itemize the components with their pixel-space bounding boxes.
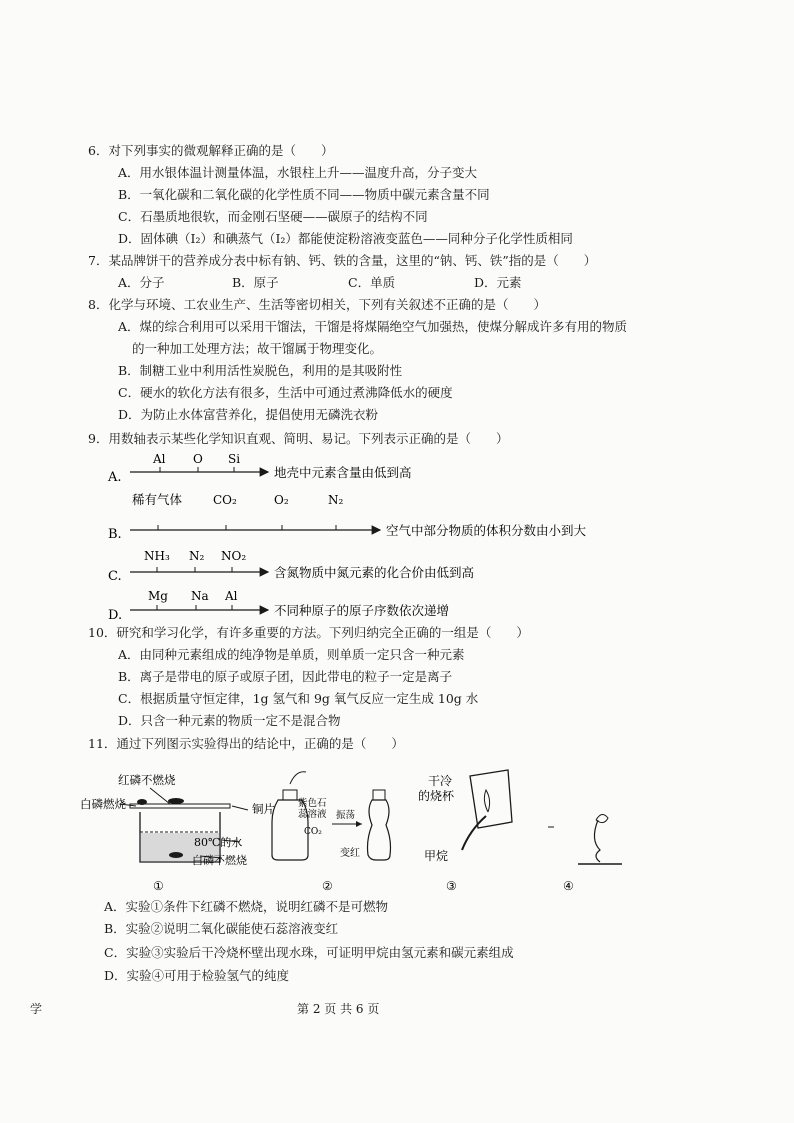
q9-a-tick-label-2: O <box>193 452 203 466</box>
fig2-co2-label: CO₂ <box>304 827 322 837</box>
test-tube <box>594 820 600 862</box>
fig1-left-label: 白磷燃烧 <box>80 797 126 811</box>
q6-stem: 6．对下列事实的微观解释正确的是（ ） <box>88 143 334 158</box>
q11-option-c: C．实验③实验后干冷烧杯壁出现水珠，可证明甲烷由氢元素和碳元素组成 <box>104 945 514 960</box>
q9-c-tick-label-1: NH₃ <box>144 549 170 563</box>
q9-b-tick-label-3: O₂ <box>274 493 289 507</box>
bottle-cap <box>283 790 297 800</box>
q9-d-label: D. <box>108 608 123 623</box>
q6-option-d: D．固体碘（I₂）和碘蒸气（I₂）都能使淀粉溶液变蓝色——同种分子化学性质相同 <box>118 231 573 246</box>
q9-b-tick-label-2: CO₂ <box>213 493 237 507</box>
q11-stem: 11．通过下列图示实验得出的结论中，正确的是（ ） <box>88 736 404 751</box>
footer-left-mark: 学 <box>30 1002 43 1016</box>
inverted-beaker <box>470 770 512 828</box>
q9-number-lines <box>0 440 794 630</box>
q9-c-label: C. <box>108 569 122 584</box>
q8-option-a-line2: 的一种加工处理方法；故干馏属于物理变化。 <box>132 341 383 356</box>
q9-d-tick-label-1: Mg <box>148 589 168 603</box>
copper-plate <box>130 804 230 808</box>
fig1-top-pointer <box>150 788 170 804</box>
q11-figure-2 <box>272 772 391 893</box>
fig3-gas-label: 甲烷 <box>424 849 449 863</box>
q9-a-tick-label-1: Al <box>153 452 166 466</box>
fig1-plate-pointer <box>232 806 248 810</box>
q9-b-tick-label-1: 稀有气体 <box>132 492 183 507</box>
q7-option-a: A．分子 <box>118 275 165 290</box>
q11-figure-4 <box>548 814 622 893</box>
q8-stem: 8．化学与环境、工农业生产、生活等密切相关，下列有关叙述不正确的是（ ） <box>88 297 546 312</box>
gas-tube <box>462 816 486 850</box>
q9-c-tick-label-2: N₂ <box>189 549 205 563</box>
fig2-arrow-label: 振荡 <box>336 810 356 821</box>
q9-d-tick-label-2: Na <box>191 589 209 603</box>
q8-option-d: D．为防止水体富营养化，提倡使用无磷洗衣粉 <box>118 407 379 422</box>
q6-option-b: B．一氧化碳和二氧化碳的化学性质不同——物质中碳元素含量不同 <box>118 187 490 202</box>
red-phosphorus <box>168 798 184 804</box>
q10-option-b: B．离子是带电的原子或原子团，因此带电的粒子一定是离子 <box>118 669 453 684</box>
bottle-after-cap <box>373 790 385 800</box>
fig3-label-1: 干冷 <box>428 774 453 788</box>
bottle-after <box>368 800 391 860</box>
q7-option-c: C．单质 <box>348 275 396 290</box>
q11-option-a: A．实验①条件下红磷不燃烧，说明红磷不是可燃物 <box>104 899 389 914</box>
q11-option-b: B．实验②说明二氧化碳能使石蕊溶液变红 <box>104 921 339 936</box>
white-phosphorus-in-water <box>169 852 183 858</box>
fig1-bottom-label: 白磷不燃烧 <box>192 854 247 867</box>
fig4-flame <box>596 814 608 822</box>
q8-option-b: B．制糖工业中利用活性炭脱色，利用的是其吸附性 <box>118 363 403 378</box>
q9-d-caption: 不同种原子的原子序数依次递增 <box>274 603 450 618</box>
q8-option-c: C．硬水的软化方法有很多，生活中可通过煮沸降低水的硬度 <box>118 385 453 400</box>
q9-b-tick-label-4: N₂ <box>328 493 344 507</box>
q9-c-caption: 含氮物质中氮元素的化合价由低到高 <box>274 565 475 580</box>
q11-figure-3 <box>418 770 512 893</box>
q6-option-c: C．石墨质地很软，而金刚石坚硬——碳原子的结构不同 <box>118 209 428 224</box>
fig4-number: ④ <box>563 879 574 893</box>
fig1-water-label: 80℃的水 <box>194 836 243 849</box>
dropper <box>290 772 306 784</box>
fig1-top-label: 红磷不燃烧 <box>118 773 176 787</box>
fig1-number: ① <box>153 879 164 893</box>
q11-option-d: D．实验④可用于检验氢气的纯度 <box>104 968 290 983</box>
q10-option-a: A．由同种元素组成的纯净物是单质，则单质一定只含一种元素 <box>118 647 465 662</box>
fig2-label-1: 紫色石 <box>298 798 327 809</box>
q9-c-tick-label-3: NO₂ <box>221 549 247 563</box>
q9-a-tick-label-3: Si <box>228 452 241 466</box>
q10-stem: 10．研究和学习化学，有许多重要的方法。下列归纳完全正确的一组是（ ） <box>88 625 529 640</box>
fig2-label-2: 蕊溶液 <box>298 809 327 820</box>
q9-b-caption: 空气中部分物质的体积分数由小到大 <box>386 523 587 538</box>
q10-option-d: D．只含一种元素的物质一定不是混合物 <box>118 713 341 728</box>
q9-a-label: A. <box>108 470 122 485</box>
fig2-arrowhead <box>356 821 362 827</box>
page-number: 第 2 页 共 6 页 <box>297 1002 380 1016</box>
q9-b-label: B. <box>108 527 122 542</box>
q7-option-b: B．原子 <box>232 275 279 290</box>
fig3-label-2: 的烧杯 <box>418 789 455 803</box>
fig2-result-label: 变红 <box>340 848 360 859</box>
q11-figure-1 <box>80 773 275 893</box>
q10-option-c: C．根据质量守恒定律，1g 氢气和 9g 氧气反应一定生成 10g 水 <box>118 691 479 706</box>
q11-figures <box>0 755 794 895</box>
fig1-plate-label: 铜片 <box>252 802 275 816</box>
fig3-number: ③ <box>446 879 457 893</box>
q6-option-a: A．用水银体温计测量体温，水银柱上升——温度升高，分子变大 <box>118 165 478 180</box>
q7-option-d: D．元素 <box>474 275 522 290</box>
q7-stem: 7．某品牌饼干的营养成分表中标有钠、钙、铁的含量，这里的“钠、钙、铁”指的是（ ） <box>88 253 597 268</box>
white-phosphorus-on-plate <box>137 799 147 805</box>
q9-stem: 9．用数轴表示某些化学知识直观、简明、易记。下列表示正确的是（ ） <box>88 431 509 446</box>
fig2-number: ② <box>322 879 333 893</box>
q9-d-tick-label-3: Al <box>225 589 238 603</box>
flame <box>484 790 489 812</box>
q8-option-a-line1: A．煤的综合利用可以采用干馏法，干馏是将煤隔绝空气加强热，使煤分解成许多有用的物质 <box>118 319 628 334</box>
q9-a-caption: 地壳中元素含量由低到高 <box>274 465 412 480</box>
